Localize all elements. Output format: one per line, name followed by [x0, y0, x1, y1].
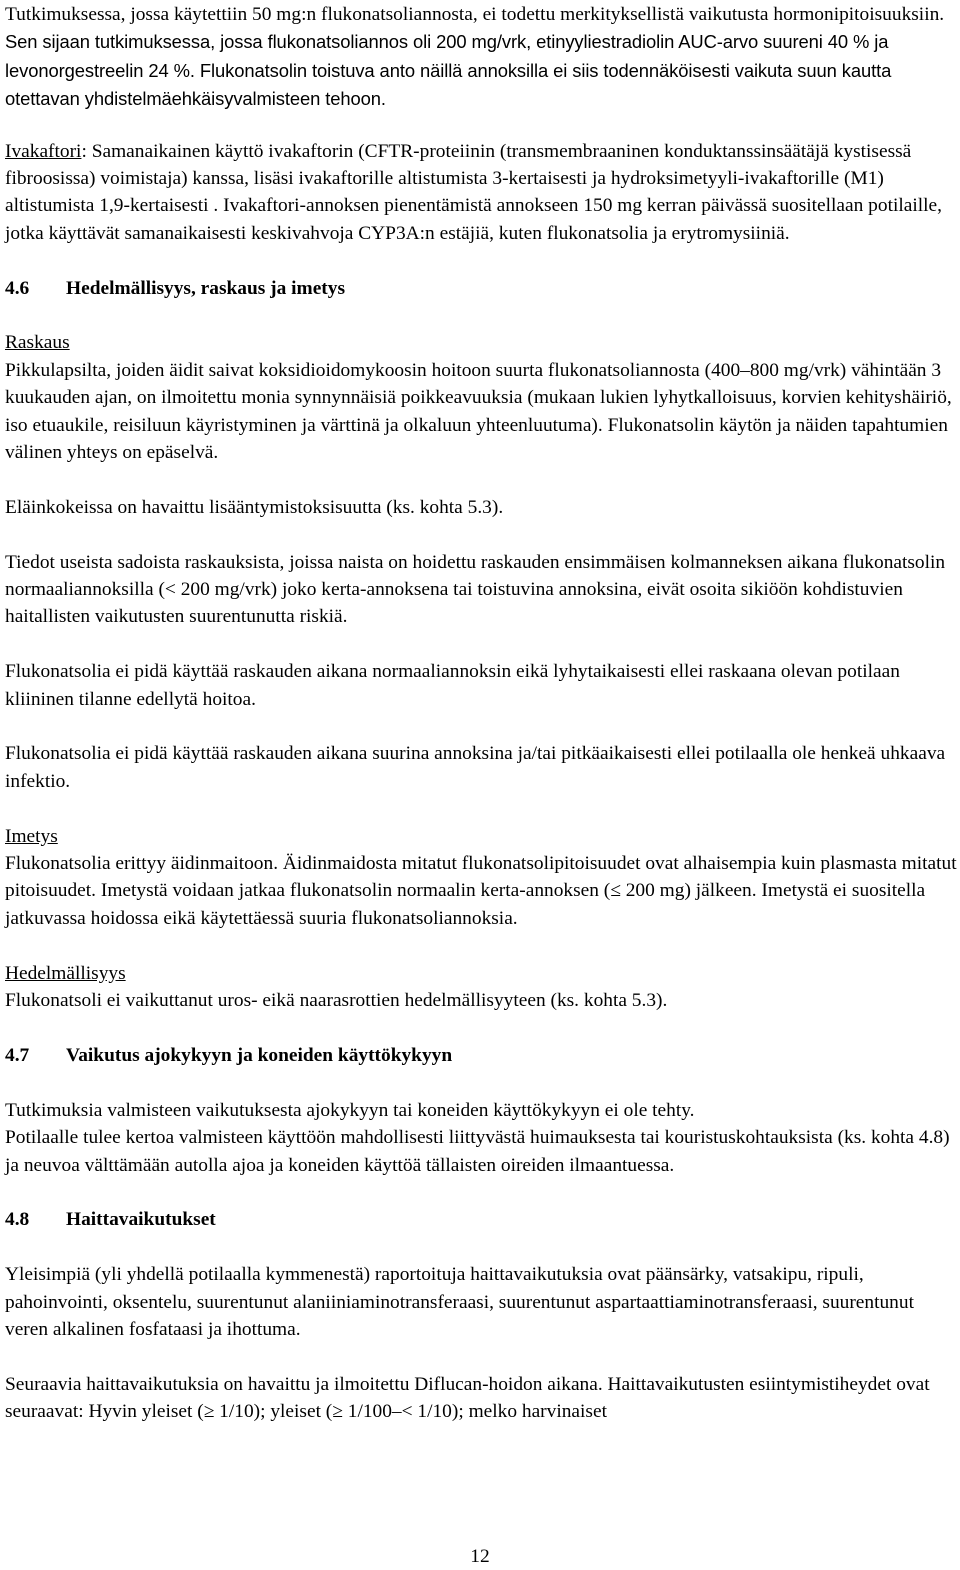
- imetys-subheading: Imetys: [5, 825, 58, 847]
- raskaus-subheading: Raskaus: [5, 332, 70, 354]
- intro-sans-text: Sen sijaan tutkimuksessa, jossa flukonatsoliannos oli 200 mg/vrk, etinyyliestradiolin AUC-arvo suureni 40 % ja levonorgestreelin 24 %. Flukonatsolin toistuva anto näillä annoksilla ei siis todennäköisesti vaikuta suun kautta otettavan yhdistelmäehkäisyvalmisteen tehoon.: [5, 31, 892, 110]
- section-4-7-heading: [5, 1042, 957, 1069]
- page-number: 12: [470, 1546, 490, 1567]
- section-4-6-number: 4.6: [5, 277, 30, 299]
- raskaus-paragraph-5: Flukonatsolia ei pidä käyttää raskauden aikana suurina annoksina ja/tai pitkäaikaisesti ellei potilaalla ole henkeä uhkaava infektio.: [5, 743, 946, 792]
- document-body: [5, 0, 957, 1426]
- hedelmallisyys-paragraph: Flukonatsoli ei vaikuttanut uros- eikä naarasrottien hedelmällisyyteen (ks. kohta 5.3).: [5, 990, 668, 1012]
- section-4-8-title: Haittavaikutukset: [66, 1209, 216, 1231]
- ivakaftori-text: : Samanaikainen käyttö ivakaftorin (CFTR-proteiinin (transmembraaninen konduktanssinsäätäjä kystisessä fibroosissa) voimistaja) kanssa, lisäsi ivakaftorille altistumista 3-kertaisesti ja hydroksimetyyli-ivakaftorille (M1) altistumista 1,9-kertaisesti . Ivakaftori-annoksen pienentämistä annokseen 150 mg kerran päivässä suositellaan potilaille, jotka käyttävät samanaikaisesti keskivahvoja CYP3A:n estäjiä, kuten flukonatsolia ja erytromysiiniä.: [5, 140, 942, 244]
- raskaus-paragraph-4: Flukonatsolia ei pidä käyttää raskauden aikana normaaliannoksin eikä lyhytaikaisesti ellei raskaana olevan potilaan kliininen tilanne edellytä hoitoa.: [5, 661, 900, 710]
- section-4-8-paragraph-2: Seuraavia haittavaikutuksia on havaittu ja ilmoitettu Diflucan-hoidon aikana. Haittavaikutusten esiintymistiheydet ovat seuraavat: Hyvin yleiset (≥ 1/10); yleiset (≥ 1/100–< 1/10); melko harvinaiset: [5, 1373, 930, 1423]
- raskaus-paragraph-1: Pikkulapsilta, joiden äidit saivat koksidioidomykoosin hoitoon suurta flukonatsoliannosta (400–800 mg/vrk) vähintään 3 kuukauden ajan, on ilmoitettu monia synnynnäisiä poikkeavuuksia (mukaan lukien lyhytkalloisuus, korvien kehityshäiriö, iso etuaukile, reisiluun käyristyminen ja värttinä ja olkaluun yhteenluutuma). Flukonatsolin käytön ja näiden tapahtumien välinen yhteys on epäselvä.: [5, 359, 952, 464]
- section-4-8-number: 4.8: [5, 1209, 30, 1231]
- section-4-7-title: Vaikutus ajokykyyn ja koneiden käyttökykyyn: [66, 1044, 453, 1066]
- interaction-paragraph-contraceptives: [5, 0, 957, 114]
- section-4-6-heading: [5, 275, 957, 302]
- hedelmallisyys-subheading: Hedelmällisyys: [5, 962, 126, 984]
- section-4-6-title: Hedelmällisyys, raskaus ja imetys: [66, 277, 346, 299]
- ivakaftori-label: Ivakaftori: [5, 140, 82, 162]
- section-4-8-heading: [5, 1206, 957, 1233]
- section-4-7-paragraph-1: Tutkimuksia valmisteen vaikutuksesta ajokykyyn tai koneiden käyttökykyyn ei ole tehty.: [5, 1099, 695, 1121]
- raskaus-paragraph-3: Tiedot useista sadoista raskauksista, joissa naista on hoidettu raskauden ensimmäisen kolmanneksen aikana flukonatsolin normaaliannoksilla (< 200 mg/vrk) joko kerta-annoksena tai toistuvina annoksina, eivät osoita sikiöön kohdistuvien haitallisten vaikutusten suurentunutta riskiä.: [5, 551, 946, 628]
- section-4-8-paragraph-1: Yleisimpiä (yli yhdellä potilaalla kymmenestä) raportoituja haittavaikutuksia ovat päänsärky, vatsakipu, ripuli, pahoinvointi, oksentelu, suurentunut alaniiniaminotransferaasi, suurentunut aspartaattiaminotransferaasi, suurentunut veren alkalinen fosfataasi ja ihottuma.: [5, 1264, 914, 1340]
- imetys-paragraph: Flukonatsolia erittyy äidinmaitoon. Äidinmaidosta mitatut flukonatsolipitoisuudet ovat alhaisempia kuin plasmasta mitatut pitoisuudet. Imetystä voidaan jatkaa flukonatsolin normaalin kerta-annoksen (≤ 200 mg) jälkeen. Imetystä ei suositella jatkuvassa hoidossa eikä käytettäessä suuria flukonatsoliannoksia.: [5, 853, 957, 929]
- section-4-7-paragraph-2: Potilaalle tulee kertoa valmisteen käyttöön mahdollisesti liittyvästä huimauksesta tai kouristuskohtauksista (ks. kohta 4.8) ja neuvoa välttämään autolla ajoa ja koneiden käyttöä tällaisten oireiden ilmaantuessa.: [5, 1127, 950, 1176]
- section-4-7-number: 4.7: [5, 1044, 30, 1066]
- raskaus-paragraph-2: Eläinkokeissa on havaittu lisääntymistoksisuutta (ks. kohta 5.3).: [5, 496, 504, 518]
- ivakaftori-paragraph: [5, 138, 957, 248]
- intro-serif-text: Tutkimuksessa, jossa käytettiin 50 mg:n flukonatsoliannosta, ei todettu merkityksellistä vaikutusta hormonipitoisuuksiin.: [5, 4, 945, 25]
